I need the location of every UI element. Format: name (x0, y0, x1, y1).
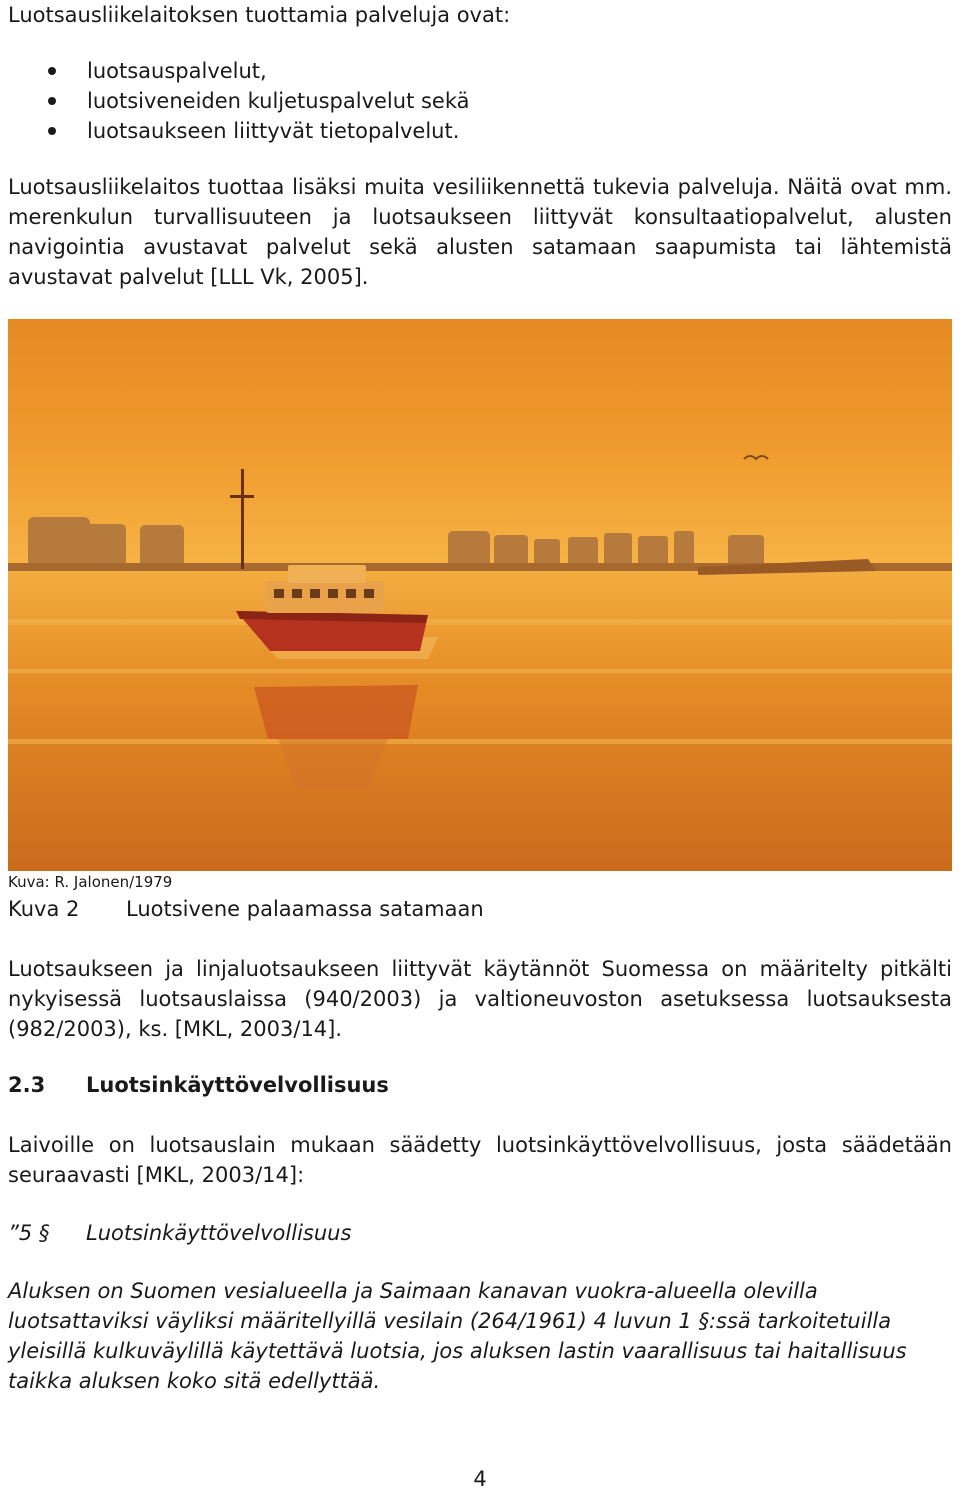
list-item: luotsiveneiden kuljetuspalvelut sekä (0, 86, 470, 116)
law-section-name: Luotsinkäyttövelvollisuus (86, 1221, 352, 1245)
list-item: luotsauspalvelut, (0, 56, 470, 86)
bullet-icon (48, 67, 56, 75)
intro-heading: Luotsausliikelaitoksen tuottamia palveluja ovat: (8, 3, 511, 27)
figure-caption (8, 894, 484, 924)
section-number: 2.3 (8, 1073, 46, 1097)
section-heading (8, 1070, 389, 1100)
page-number: 4 (473, 1467, 487, 1491)
paragraph-obligation: Laivoille on luotsauslain mukaan säädetty luotsinkäyttövelvollisuus, josta säädetään seuraavasti [MKL, 2003/14]: (8, 1133, 952, 1187)
law-section-number: ”5 § (8, 1221, 50, 1245)
law-section-title (8, 1218, 351, 1248)
list-item: luotsaukseen liittyvät tietopalvelut. (0, 116, 470, 146)
paragraph-other-services: Luotsausliikelaitos tuottaa lisäksi muita vesiliikennettä tukevia palveluja. Näitä ovat mm. merenkulun turvallisuuteen ja luotsaukseen liittyvät konsultaatiopalvelut, alusten navigointia avustavat palvelut sekä alusten satamaan saapumista tai lähtemistä avustavat palvelut [LLL Vk, 2005]. (8, 175, 952, 289)
paragraph-legislation: Luotsaukseen ja linjaluotsaukseen liittyvät käytännöt Suomessa on määritelty pitkälti nykyisessä luotsauslaissa (940/2003) ja valtioneuvoston asetuksessa luotsauksesta (982/2003), ks. [MKL, 2003/14]. (8, 957, 952, 1041)
section-title: Luotsinkäyttövelvollisuus (86, 1073, 389, 1097)
photo-credit: Kuva: R. Jalonen/1979 (8, 873, 173, 891)
law-quote-text: Aluksen on Suomen vesialueella ja Saimaan kanavan vuokra-alueella olevilla luotsattaviksi väyliksi määritellyillä vesilain (264/1961) 4 luvun 1 §:ssä tarkoitetuilla yleisillä kulkuväylillä käytettävä luotsia, jos aluksen lastin vaarallisuus tai haitallisuus taikka aluksen koko sitä edellyttää. (8, 1279, 907, 1393)
bullet-icon (48, 97, 56, 105)
figure-caption-text: Luotsivene palaamassa satamaan (126, 897, 484, 921)
figure-number: Kuva 2 (8, 897, 80, 921)
pilot-boat-photo (8, 319, 952, 871)
services-list (0, 56, 470, 146)
bullet-icon (48, 127, 56, 135)
